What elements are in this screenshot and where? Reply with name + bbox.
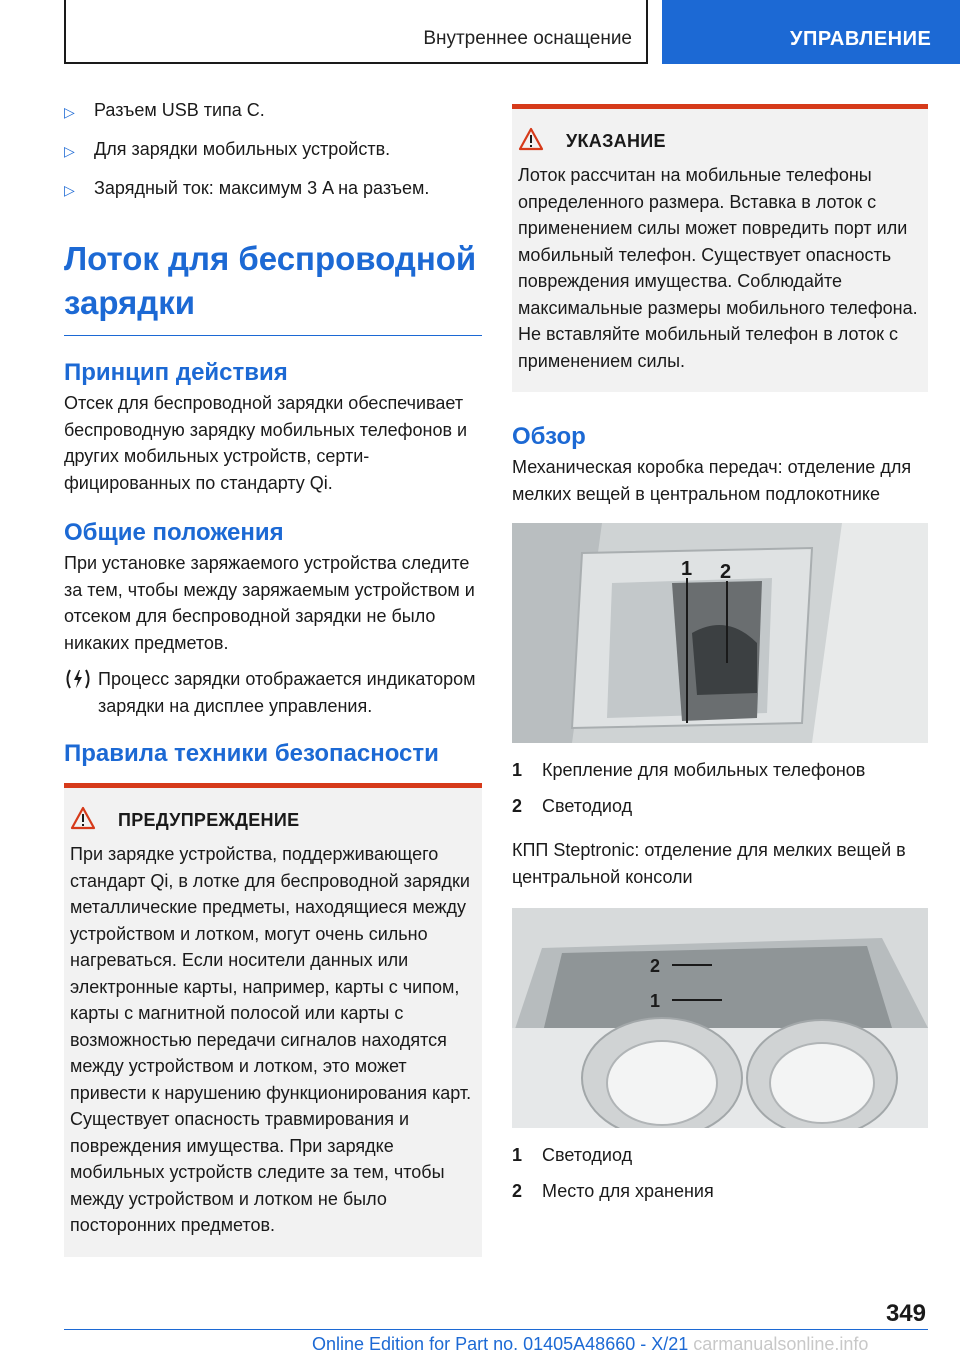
center-console-image [512, 908, 928, 1128]
note-title: УКАЗАНИЕ [566, 131, 666, 151]
armrest-compartment-image [512, 523, 928, 743]
legend-item [512, 793, 928, 819]
legend-number: 2 [512, 796, 523, 816]
figure-callout-label: 1 [650, 991, 661, 1011]
bullet-item [64, 137, 482, 163]
left-column [64, 98, 482, 1257]
warning-header [70, 806, 474, 835]
legend-text: Светодиод [542, 796, 633, 816]
principle-text: Отсек для беспроводной зарядки обеспечивает беспроводную зарядку мобильных телефонов и других мобильных устройств, сертифицированных по стандарту Qi. [64, 393, 468, 493]
general-text: При установке заряжаемого устройства следите за тем, чтобы между заряжаемым устройством и отсеком для беспроводной зарядки не было никаких предметов. [64, 553, 475, 653]
header-section-title: Внутреннее оснащение [423, 28, 632, 49]
triangle-bullet-icon: ▷ [64, 143, 75, 159]
safety-heading: Правила техники безопасности [64, 740, 439, 767]
overview-heading: Обзор [512, 423, 586, 450]
legend-text: Крепление для мобильных телефонов [542, 760, 866, 780]
note-box [512, 104, 928, 392]
page-number: 349 [885, 1300, 926, 1327]
right-column [512, 104, 928, 1204]
warning-text: При зарядке устройства, поддерживающего стандарт Qi, в лотке для беспроводной зарядки металлические предметы, находящиеся между устройством и лотком, могут очень сильно нагреваться. Если носители данных или электронные карты, например, карты с чипом, карты с магнитной полосой или карты с возможностью передачи сигналов находятся между устройством и лотком, это может привести к нарушению функционирования карт. Существует опасность травмирования и повреждения имущества. При зарядке мобильных устройств следите за тем, чтобы между устройством и лотком не было посторонних предметов. [70, 844, 472, 1235]
footer-divider [64, 1329, 928, 1330]
warning-triangle-icon [70, 806, 118, 835]
legend-number: 2 [512, 1181, 523, 1201]
figure-callout-label: 2 [720, 561, 732, 583]
footer-watermark[interactable]: carmanualsonline.info [693, 1334, 869, 1354]
triangle-bullet-icon: ▷ [64, 104, 75, 120]
bullet-text: Разъем USB типа C. [94, 100, 265, 120]
legend-item [512, 1142, 928, 1168]
note-text: Лоток рассчитан на мобильные телефоны определенного размера. Вставка в лоток с применением силы может повредить порт или мобильный телефон. Существует опасность повреждения имущества. Соблюдайте максимальные размеры мобильного телефона. Не вставляйте мобильный телефон в лоток с применением силы. [518, 165, 918, 371]
wireless-charging-icon [64, 666, 98, 697]
principle-heading: Принцип действия [64, 359, 288, 386]
bullet-text: Для зарядки мобильных устройств. [94, 139, 391, 159]
header-section-box [64, 0, 648, 64]
bullet-item [64, 176, 482, 202]
main-heading: Лоток для беспроводной зарядки [64, 237, 482, 336]
bullet-text: Зарядный ток: максимум 3 A на разъем. [94, 178, 430, 198]
figure-callout-label: 2 [650, 956, 661, 976]
steptronic-text: КПП Steptronic: отделение для мелких вещей в центральной консоли [512, 840, 906, 887]
note-header [518, 127, 920, 156]
footer [312, 1334, 868, 1355]
legend-number: 1 [512, 760, 523, 780]
legend-text: Место для хранения [542, 1181, 714, 1201]
warning-title: ПРЕДУПРЕЖДЕНИЕ [118, 810, 300, 830]
warning-box [64, 783, 482, 1257]
triangle-bullet-icon: ▷ [64, 182, 75, 198]
header-chapter-tab[interactable] [662, 0, 960, 64]
general-heading: Общие положения [64, 519, 284, 546]
footer-edition: Online Edition for Part no. 01405A48660 - X/21 [312, 1334, 689, 1354]
warning-triangle-icon [518, 127, 566, 156]
manual-gearbox-text: Механическая коробка передач: отделение для мелких вещей в центральном подлокотнике [512, 457, 912, 504]
legend-number: 1 [512, 1145, 523, 1165]
figure-callout-label: 1 [681, 558, 693, 580]
indicator-line [64, 666, 482, 719]
bullet-item [64, 98, 482, 124]
indicator-text: Процесс зарядки отображается индикатором зарядки на дисплее управления. [98, 669, 476, 716]
header-chapter-title: УПРАВЛЕНИЕ [790, 28, 932, 50]
legend-item [512, 1178, 928, 1204]
legend-text: Светодиод [542, 1145, 633, 1165]
legend-item [512, 757, 928, 783]
